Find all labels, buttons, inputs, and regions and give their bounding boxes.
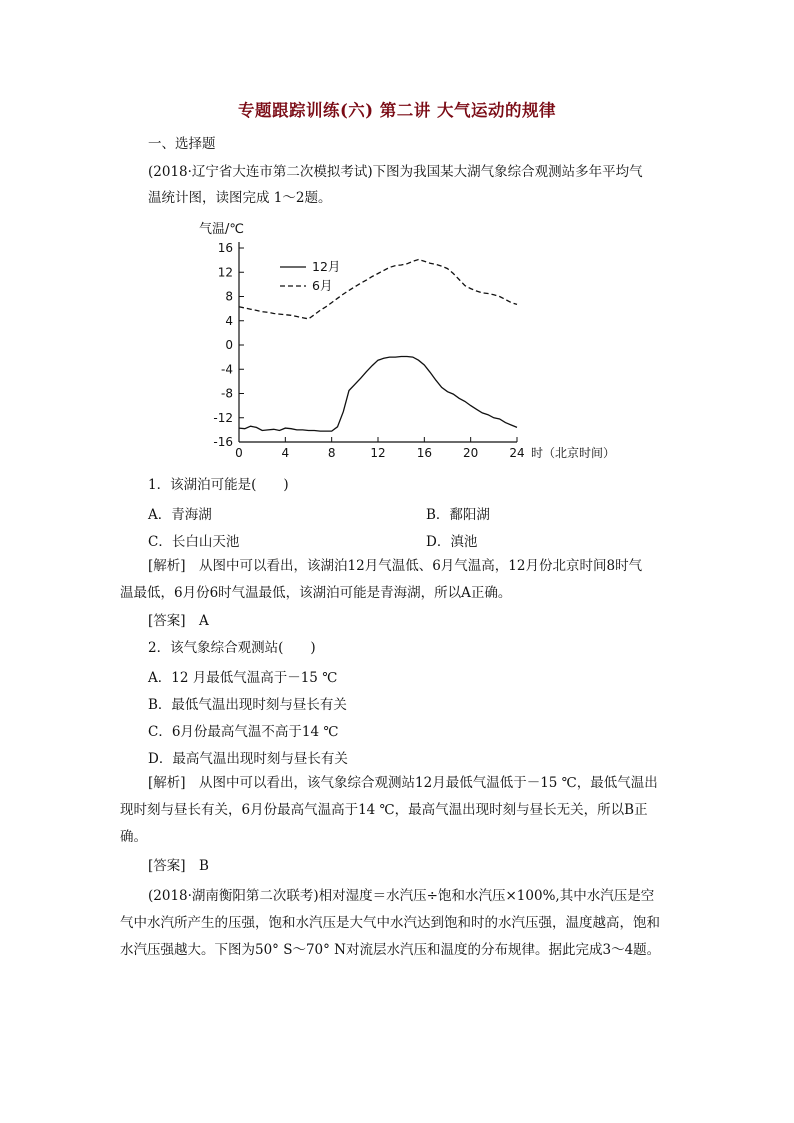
q1-option-c: C．长白山天池 <box>148 534 240 550</box>
intro-1-line-2: 温统计图，读图完成 1～2题。 <box>148 190 332 206</box>
y-tick-label: 12 <box>217 265 233 280</box>
x-tick-label: 24 <box>509 446 525 460</box>
chart-series <box>239 260 517 432</box>
y-tick-label: -4 <box>221 362 233 377</box>
intro-2-line-1: (2018·湖南衡阳第二次联考)相对湿度＝水汽压÷饱和水汽压×100%,其中水汽压是空 <box>148 888 655 904</box>
x-tick-label: 8 <box>327 446 336 460</box>
q2-analysis-line-3: 确。 <box>120 829 147 845</box>
x-tick-label: 20 <box>463 446 479 460</box>
q2-answer: [答案] B <box>148 858 209 874</box>
y-tick-label: 0 <box>225 338 233 352</box>
y-tick-label: 4 <box>225 313 233 328</box>
y-axis-label: 气温/℃ <box>199 222 244 237</box>
q1-option-d: D．滇池 <box>426 534 478 550</box>
y-tick-label: -12 <box>213 410 233 425</box>
series-line-june <box>239 260 517 319</box>
x-axis-label: 时（北京时间） <box>531 446 616 460</box>
y-tick-label: 16 <box>217 241 233 255</box>
intro-2-line-3: 水汽压强越大。下图为50° S～70° N对流层水汽压和温度的分布规律。据此完成3～4题。 <box>120 942 661 958</box>
q2-option-d: D．最高气温出现时刻与昼长有关 <box>148 751 348 767</box>
q2-option-b: B．最低气温出现时刻与昼长有关 <box>148 697 347 713</box>
chart-legend <box>280 259 340 293</box>
series-line-december <box>239 357 517 432</box>
legend-label: 6月 <box>312 278 333 293</box>
y-tick-label: -8 <box>221 386 233 401</box>
x-tick-label: 4 <box>281 446 290 460</box>
q1-analysis-line-2: 温最低，6月份6时气温最低，该湖泊可能是青海湖，所以A正确。 <box>120 585 512 601</box>
intro-1-line-1: (2018·辽宁省大连市第二次模拟考试)下图为我国某大湖气象综合观测站多年平均气 <box>148 164 643 180</box>
chart-ticks <box>213 241 524 460</box>
q2-option-a: A．12 月最低气温高于－15 ℃ <box>148 670 338 686</box>
q2-option-c: C．6月份最高气温不高于14 ℃ <box>148 724 339 740</box>
legend-label: 12月 <box>312 259 341 274</box>
chart-axes <box>199 222 615 460</box>
x-tick-label: 12 <box>370 446 386 460</box>
temperature-line-chart <box>195 215 655 465</box>
y-tick-label: 8 <box>225 289 233 304</box>
q1-analysis-line-1: [解析] 从图中可以看出，该湖泊12月气温低、6月气温高，12月份北京时间8时气 <box>148 558 643 574</box>
x-tick-label: 16 <box>416 446 432 460</box>
x-tick-label: 0 <box>235 446 243 460</box>
q1-answer: [答案] A <box>148 613 209 629</box>
section-heading: 一、选择题 <box>148 136 216 152</box>
page-title: 专题跟踪训练(六) 第二讲 大气运动的规律 <box>237 101 557 120</box>
q2-analysis-line-2: 现时刻与昼长有关，6月份最高气温高于14 ℃，最高气温出现时刻与昼长无关，所以B正 <box>120 802 648 818</box>
y-tick-label: -16 <box>213 435 233 449</box>
intro-2-line-2: 气中水汽所产生的压强，饱和水汽压是大气中水汽达到饱和时的水汽压强，温度越高，饱和 <box>120 915 660 931</box>
q1-stem: 1．该湖泊可能是( ) <box>148 477 289 493</box>
q1-option-b: B．鄱阳湖 <box>426 507 490 523</box>
q1-option-a: A．青海湖 <box>148 507 212 523</box>
q2-stem: 2．该气象综合观测站( ) <box>148 640 316 656</box>
q2-analysis-line-1: [解析] 从图中可以看出，该气象综合观测站12月最低气温低于－15 ℃，最低气温出 <box>148 775 658 791</box>
